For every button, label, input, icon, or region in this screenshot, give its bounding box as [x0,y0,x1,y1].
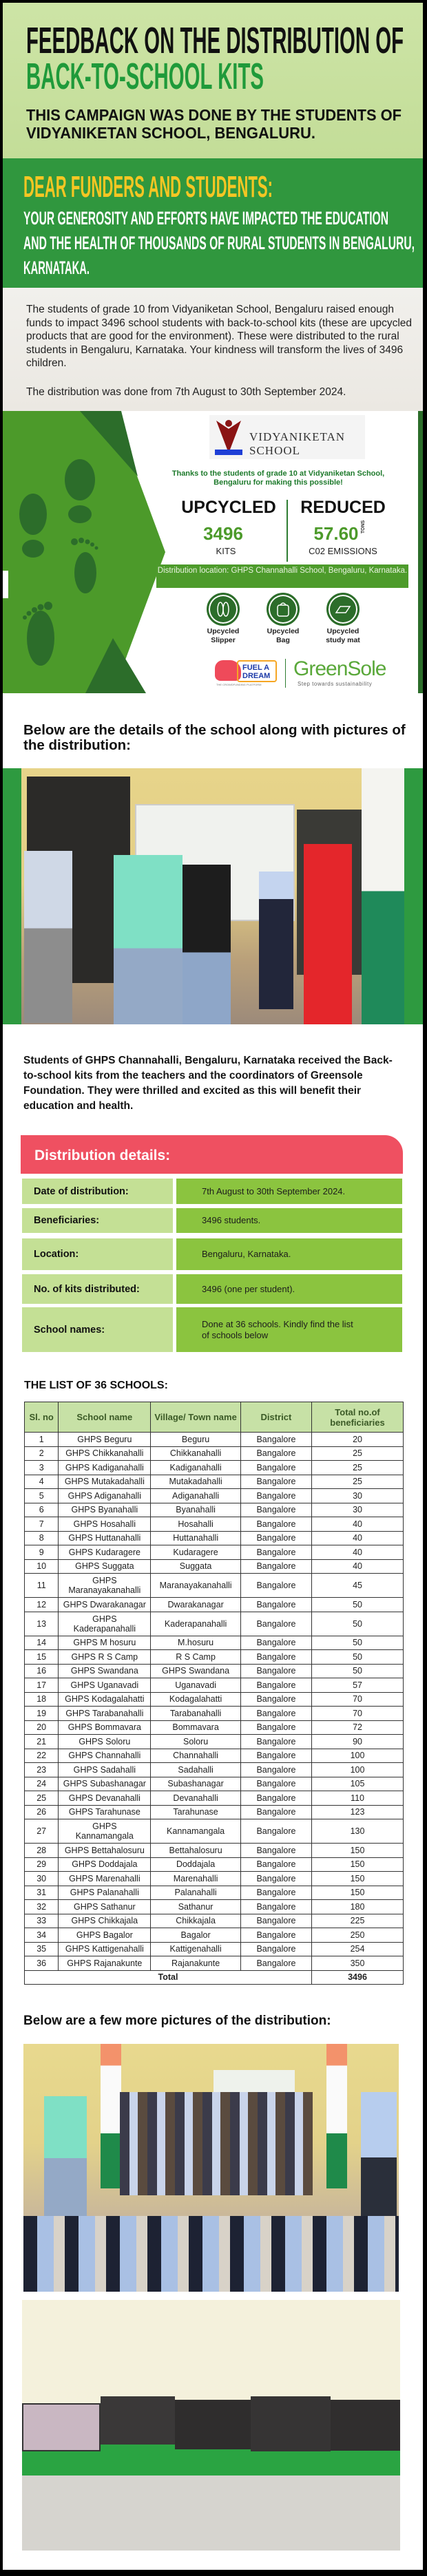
beneficiaries-cell: 130 [312,1819,404,1844]
upcycled-heading: UPCYCLED [181,498,276,517]
logo-divider [285,659,286,688]
reduced-unit: TONS [361,520,366,534]
beneficiaries-cell: 90 [312,1735,404,1749]
details-heading: Below are the details of the school along with pictures of the distribution: [23,722,406,753]
subtitle-line1: THIS CAMPAIGN WAS DONE BY THE STUDENTS OF [26,106,402,124]
school-name-cell: GHPS Devanahalli [59,1791,151,1806]
school-name-cell: GHPS Chikkajala [59,1914,151,1928]
sl-no-cell: 4 [25,1475,59,1489]
total-label: Total [25,1970,312,1985]
table-row [25,1900,404,1914]
village-cell: Sadahalli [151,1763,241,1777]
detail-value: 3496 (one per student). [176,1274,402,1304]
beneficiaries-cell: 150 [312,1844,404,1858]
beneficiaries-cell: 40 [312,1531,404,1545]
distribution-location-bar: Distribution location: GHPS Channahalli School, Bengaluru, Karnataka. [156,564,408,588]
more-pictures-heading: Below are a few more pictures of the distribution: [23,2014,331,2028]
beneficiaries-cell: 150 [312,1857,404,1872]
village-cell: Bettahalosuru [151,1844,241,1858]
detail-label: Location: [22,1238,173,1270]
district-cell: Bangalore [240,1749,311,1763]
sl-no-cell: 8 [25,1531,59,1545]
table-total-row [25,1970,404,1985]
beneficiaries-cell: 25 [312,1446,404,1461]
village-cell: Suggata [151,1559,241,1574]
school-name-cell: GHPS Kannamangala [59,1819,151,1844]
table-row [25,1857,404,1872]
district-cell: Bangalore [240,1650,311,1665]
detail-label: Beneficiaries: [22,1208,173,1233]
school-name-cell: GHPS Doddajala [59,1857,151,1872]
village-cell: Dwarakanagar [151,1598,241,1612]
detail-label: No. of kits distributed: [22,1274,173,1304]
district-cell: Bangalore [240,1475,311,1489]
district-cell: Bangalore [240,1942,311,1956]
detail-value: 7th August to 30th September 2024. [176,1179,402,1204]
schools-list-heading: THE LIST OF 36 SCHOOLS: [24,1380,168,1391]
village-cell: Subashanagar [151,1777,241,1791]
sl-no-cell: 2 [25,1446,59,1461]
sl-no-cell: 9 [25,1545,59,1560]
district-cell: Bangalore [240,1461,311,1475]
village-cell: Huttanahalli [151,1531,241,1545]
beneficiaries-cell: 30 [312,1489,404,1503]
sl-no-cell: 20 [25,1720,59,1735]
beneficiaries-cell: 150 [312,1886,404,1900]
fuel-a-dream-text: FUEL A DREAM [237,660,277,682]
table-row [25,1777,404,1791]
sl-no-cell: 11 [25,1574,59,1598]
village-cell: Channahalli [151,1749,241,1763]
beneficiaries-cell: 123 [312,1805,404,1819]
table-row [25,1749,404,1763]
district-cell: Bangalore [240,1886,311,1900]
fuel-a-dream-logo [215,659,278,688]
district-cell: Bangalore [240,1707,311,1721]
distribution-photo [21,768,404,1024]
sl-no-cell: 16 [25,1664,59,1678]
school-name-cell: GHPS Rajanakunte [59,1956,151,1971]
sl-no-cell: 25 [25,1791,59,1806]
district-cell: Bangalore [240,1531,311,1545]
school-name-cell: GHPS M hosuru [59,1636,151,1650]
distribution-details-title: Distribution details: [21,1135,403,1174]
beneficiaries-cell: 150 [312,1872,404,1886]
school-name-cell: GHPS Kudaragere [59,1545,151,1560]
village-cell: Bagalor [151,1928,241,1943]
thanks-text: Thanks to the students of grade 10 at Vidyaniketan School, Bengaluru for making this possible! [171,469,385,487]
table-row [25,1503,404,1517]
distribution-details-card [21,1135,403,1340]
detail-label: Date of distribution: [22,1179,173,1204]
table-row [25,1763,404,1777]
district-cell: Bangalore [240,1559,311,1574]
school-name-cell: GHPS Sadahalli [59,1763,151,1777]
village-cell: Sathanur [151,1900,241,1914]
district-cell: Bangalore [240,1517,311,1532]
village-cell: Palanahalli [151,1886,241,1900]
header-banner [3,3,423,158]
table-row [25,1956,404,1971]
table-row [25,1574,404,1598]
beneficiaries-cell: 100 [312,1749,404,1763]
beneficiaries-cell: 50 [312,1612,404,1636]
school-name-cell: GHPS Bagalor [59,1928,151,1943]
district-cell: Bangalore [240,1503,311,1517]
table-row [25,1517,404,1532]
sl-no-cell: 1 [25,1433,59,1447]
table-row [25,1559,404,1574]
school-name-cell: GHPS Soloru [59,1735,151,1749]
column-header: Village/ Town name [151,1402,241,1433]
village-cell: Soloru [151,1735,241,1749]
school-name-cell: GHPS Byanahalli [59,1503,151,1517]
school-name-cell: GHPS Subashanagar [59,1777,151,1791]
distribution-dates-text: The distribution was done from 7th August to 30th September 2024. [26,386,346,398]
district-cell: Bangalore [240,1446,311,1461]
sl-no-cell: 19 [25,1707,59,1721]
slipper-icon [207,593,240,626]
table-row [25,1433,404,1447]
beneficiaries-cell: 45 [312,1574,404,1598]
district-cell: Bangalore [240,1844,311,1858]
village-cell: Mutakadahalli [151,1475,241,1489]
school-name-cell: GHPS Beguru [59,1433,151,1447]
village-cell: Byanahalli [151,1503,241,1517]
column-header: District [240,1402,311,1433]
table-row [25,1461,404,1475]
village-cell: Marenahalli [151,1872,241,1886]
beneficiaries-cell: 57 [312,1678,404,1693]
sl-no-cell: 29 [25,1857,59,1872]
detail-row [21,1179,403,1204]
table-row [25,1664,404,1678]
beneficiaries-cell: 70 [312,1692,404,1707]
beneficiaries-cell: 50 [312,1664,404,1678]
beneficiaries-cell: 30 [312,1503,404,1517]
village-cell: Maranayakanahalli [151,1574,241,1598]
sl-no-cell: 30 [25,1872,59,1886]
school-name-cell: GHPS R S Camp [59,1650,151,1665]
beneficiaries-cell: 50 [312,1598,404,1612]
table-row [25,1446,404,1461]
beneficiaries-cell: 105 [312,1777,404,1791]
school-logo-text: VIDYANIKETAN SCHOOL [249,430,346,457]
detail-value: 3496 students. [176,1208,402,1233]
detail-value: Done at 36 schools. Kindly find the list of schools below [176,1307,402,1352]
table-row [25,1914,404,1928]
detail-row [21,1208,403,1233]
table-header-row [25,1402,404,1433]
table-row [25,1692,404,1707]
school-name-cell: GHPS Sathanur [59,1900,151,1914]
school-name-cell: GHPS Tarabanahalli [59,1707,151,1721]
sl-no-cell: 14 [25,1636,59,1650]
sl-no-cell: 10 [25,1559,59,1574]
school-paragraph: Students of GHPS Channahalli, Bengaluru, Karnataka received the Back-to-school kits from the teachers and the coordinators of Greensole Foundation. They were thrilled and excited as this will benefit their education and health. [23,1055,393,1112]
greensole-logo: GreenSole [293,657,386,680]
district-cell: Bangalore [240,1545,311,1560]
village-cell: Kudaragere [151,1545,241,1560]
beneficiaries-cell: 40 [312,1545,404,1560]
sl-no-cell: 27 [25,1819,59,1844]
village-cell: M.hosuru [151,1636,241,1650]
table-row [25,1720,404,1735]
greeting-line: YOUR GENEROSITY AND EFFORTS HAVE IMPACTED THE EDUCATION [23,208,388,229]
table-row [25,1489,404,1503]
sl-no-cell: 26 [25,1805,59,1819]
sl-no-cell: 35 [25,1942,59,1956]
district-cell: Bangalore [240,1805,311,1819]
beneficiaries-cell: 40 [312,1517,404,1532]
district-cell: Bangalore [240,1664,311,1678]
beneficiaries-cell: 180 [312,1900,404,1914]
study-mat-icon [326,593,360,626]
village-cell: Tarahunase [151,1805,241,1819]
schools-table [24,1402,404,1985]
bag-label: Upcycled Bag [267,627,300,644]
school-name-cell: GHPS Uganavadi [59,1678,151,1693]
district-cell: Bangalore [240,1612,311,1636]
beneficiaries-cell: 100 [312,1763,404,1777]
school-name-cell: GHPS Kaderapanahalli [59,1612,151,1636]
sl-no-cell: 24 [25,1777,59,1791]
table-row [25,1805,404,1819]
district-cell: Bangalore [240,1900,311,1914]
village-cell: Rajanakunte [151,1956,241,1971]
sl-no-cell: 12 [25,1598,59,1612]
subtitle-line2: VIDYANIKETAN SCHOOL, BENGALURU. [26,124,315,142]
village-cell: Hosahalli [151,1517,241,1532]
greeting-title: DEAR FUNDERS AND STUDENTS: [23,170,273,204]
table-row [25,1819,404,1844]
table-row [25,1872,404,1886]
sl-no-cell: 34 [25,1928,59,1943]
table-row [25,1678,404,1693]
district-cell: Bangalore [240,1872,311,1886]
reduced-heading: REDUCED [300,498,386,517]
table-row [25,1531,404,1545]
district-cell: Bangalore [240,1928,311,1943]
school-name-cell: GHPS Kodagalahatti [59,1692,151,1707]
district-cell: Bangalore [240,1791,311,1806]
district-cell: Bangalore [240,1777,311,1791]
intro-paragraph: The students of grade 10 from Vidyaniketan School, Bengaluru raised enough funds to impact 3496 school students with back-to-school kits (these are upcycled products that are good for the environment). These were distributed to the rural students in Bengaluru, Karnataka. Your kindness will transform the lives of 3496 children. [26,304,413,369]
detail-row [21,1274,403,1304]
district-cell: Bangalore [240,1598,311,1612]
district-cell: Bangalore [240,1914,311,1928]
study-mat-distribution-photo [22,2300,400,2551]
group-distribution-photo [23,2044,399,2292]
beneficiaries-cell: 110 [312,1791,404,1806]
detail-row [21,1238,403,1270]
table-row [25,1707,404,1721]
school-name-cell: GHPS Tarahunase [59,1805,151,1819]
sl-no-cell: 13 [25,1612,59,1636]
village-cell: Uganavadi [151,1678,241,1693]
village-cell: Kodagalahatti [151,1692,241,1707]
table-row [25,1612,404,1636]
village-cell: Tarabanahalli [151,1707,241,1721]
school-name-cell: GHPS Palanahalli [59,1886,151,1900]
school-name-cell: GHPS Marenahalli [59,1872,151,1886]
greeting-line: KARNATAKA. [23,257,90,278]
village-cell: Chikkanahalli [151,1446,241,1461]
village-cell: Adiganahalli [151,1489,241,1503]
table-row [25,1844,404,1858]
slipper-label: Upcycled Slipper [207,627,240,644]
school-name-cell: GHPS Huttanahalli [59,1531,151,1545]
greeting-banner [3,158,423,288]
beneficiaries-cell: 50 [312,1650,404,1665]
poster-edge [418,411,423,693]
village-cell: GHPS Swandana [151,1664,241,1678]
village-cell: Kannamangala [151,1819,241,1844]
reduced-label: C02 EMISSIONS [309,546,377,556]
district-cell: Bangalore [240,1735,311,1749]
beneficiaries-cell: 40 [312,1559,404,1574]
district-cell: Bangalore [240,1956,311,1971]
school-name-cell: GHPS Bommavara [59,1720,151,1735]
sl-no-cell: 21 [25,1735,59,1749]
school-name-cell: GHPS Maranayakanahalli [59,1574,151,1598]
sl-no-cell: 32 [25,1900,59,1914]
beneficiaries-cell: 72 [312,1720,404,1735]
school-name-cell: GHPS Hosahalli [59,1517,151,1532]
sl-no-cell: 22 [25,1749,59,1763]
column-header: Total no.of beneficiaries [312,1402,404,1433]
school-name-cell: GHPS Channahalli [59,1749,151,1763]
district-cell: Bangalore [240,1819,311,1844]
beneficiaries-cell: 70 [312,1707,404,1721]
table-row [25,1886,404,1900]
campaign-poster [3,411,423,693]
detail-value: Bengaluru, Karnataka. [176,1238,402,1270]
district-cell: Bangalore [240,1636,311,1650]
vidyaniketan-school-logo [209,415,365,459]
district-cell: Bangalore [240,1857,311,1872]
beneficiaries-cell: 350 [312,1956,404,1971]
district-cell: Bangalore [240,1720,311,1735]
detail-row [21,1307,403,1352]
school-name-cell: GHPS Swandana [59,1664,151,1678]
beneficiaries-cell: 20 [312,1433,404,1447]
district-cell: Bangalore [240,1678,311,1693]
upcycled-value: 3496 [203,523,243,544]
district-cell: Bangalore [240,1574,311,1598]
beneficiaries-cell: 225 [312,1914,404,1928]
school-name-cell: GHPS Bettahalosuru [59,1844,151,1858]
school-name-cell: GHPS Suggata [59,1559,151,1574]
sl-no-cell: 33 [25,1914,59,1928]
table-row [25,1636,404,1650]
district-cell: Bangalore [240,1433,311,1447]
beneficiaries-cell: 254 [312,1942,404,1956]
column-header: Sl. no [25,1402,59,1433]
total-value: 3496 [312,1970,404,1985]
table-row [25,1942,404,1956]
village-cell: Beguru [151,1433,241,1447]
school-name-cell: GHPS Kattigenahalli [59,1942,151,1956]
village-cell: Bommavara [151,1720,241,1735]
village-cell: Kadiganahalli [151,1461,241,1475]
fuel-a-dream-tagline: THE CROWDFUNDING PLATFORM [216,683,262,686]
detail-label: School names: [22,1307,173,1352]
school-name-cell: GHPS Dwarakanagar [59,1598,151,1612]
sl-no-cell: 5 [25,1489,59,1503]
district-cell: Bangalore [240,1763,311,1777]
beneficiaries-cell: 25 [312,1461,404,1475]
village-cell: Chikkajala [151,1914,241,1928]
bag-icon [267,593,300,626]
page-title-line2: BACK-TO-SCHOOL KITS [26,56,264,97]
school-emblem-icon [212,418,245,456]
village-cell: Doddajala [151,1857,241,1872]
table-row [25,1791,404,1806]
beneficiaries-cell: 250 [312,1928,404,1943]
sl-no-cell: 23 [25,1763,59,1777]
table-row [25,1928,404,1943]
school-name-cell: GHPS Kadiganahalli [59,1461,151,1475]
greensole-tagline: Step towards sustainability [298,681,373,687]
beneficiaries-cell: 50 [312,1636,404,1650]
beneficiaries-cell: 25 [312,1475,404,1489]
intro-section [3,288,423,411]
study-mat-label: Upcycled study mat [326,627,360,644]
sl-no-cell: 7 [25,1517,59,1532]
page-title-line1: FEEDBACK ON THE DISTRIBUTION OF [26,20,404,61]
sl-no-cell: 36 [25,1956,59,1971]
table-row [25,1735,404,1749]
green-chevron-graphic [3,411,165,693]
reduced-value: 57.60 [313,523,359,544]
district-cell: Bangalore [240,1489,311,1503]
upcycled-label: KITS [216,546,236,556]
column-header: School name [59,1402,151,1433]
photo-frame [3,768,423,1024]
sl-no-cell: 6 [25,1503,59,1517]
sl-no-cell: 17 [25,1678,59,1693]
feedback-page [3,3,423,2570]
school-name-cell: GHPS Mutakadahalli [59,1475,151,1489]
village-cell: Kattigenahalli [151,1942,241,1956]
village-cell: R S Camp [151,1650,241,1665]
sl-no-cell: 18 [25,1692,59,1707]
sl-no-cell: 15 [25,1650,59,1665]
table-row [25,1475,404,1489]
school-name-cell: GHPS Adiganahalli [59,1489,151,1503]
sl-no-cell: 28 [25,1844,59,1858]
table-row [25,1545,404,1560]
sl-no-cell: 31 [25,1886,59,1900]
greeting-line: AND THE HEALTH OF THOUSANDS OF RURAL STUDENTS IN BENGALURU, [23,233,415,253]
district-cell: Bangalore [240,1692,311,1707]
sl-no-cell: 3 [25,1461,59,1475]
village-cell: Kaderapanahalli [151,1612,241,1636]
village-cell: Devanahalli [151,1791,241,1806]
school-name-cell: GHPS Chikkanahalli [59,1446,151,1461]
table-row [25,1650,404,1665]
table-row [25,1598,404,1612]
